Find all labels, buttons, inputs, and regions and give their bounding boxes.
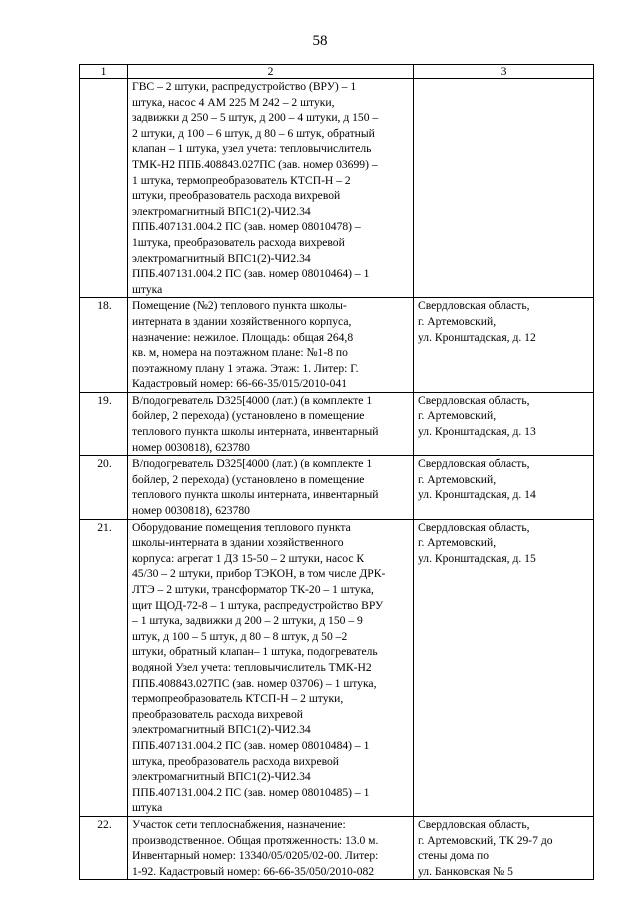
description-line: ГВС – 2 штуки, распредустройство (ВРУ) – 1	[132, 80, 357, 93]
row-number: 19.	[80, 392, 128, 455]
table-row	[80, 816, 594, 879]
description-line: штука	[132, 801, 163, 815]
property-address	[414, 298, 594, 393]
table-row	[80, 392, 594, 455]
address-line: ул. Кронштадская, д. 14	[418, 488, 536, 502]
description-line: ЛТЭ – 2 штуки, трансформатор ТК-20 – 1 штука,	[132, 583, 374, 596]
description-line: Инвентарный номер: 13340/05/0205/02-00. Литер:	[132, 849, 379, 863]
description-line: ППБ.407131.004.2 ПС (зав. номер 08010478) –	[132, 220, 361, 234]
description-line: Помещение (№2) теплового пункта школы-	[132, 299, 347, 313]
address-line: ул. Банковская № 5	[418, 864, 513, 878]
page-number: 58	[312, 33, 328, 49]
row-number: 20.	[80, 456, 128, 519]
description-line: В/подогреватель D325[4000 (лат.) (в комплекте 1	[132, 457, 373, 471]
address-line: ул. Кронштадская, д. 13	[418, 425, 536, 439]
description-line: В/подогреватель D325[4000 (лат.) (в комплекте 1	[132, 393, 373, 407]
property-description	[128, 816, 414, 879]
description-line: штука, преобразователь расхода вихревой	[132, 754, 339, 768]
table-row	[80, 298, 594, 393]
row-number: 18.	[80, 298, 128, 393]
row-number: 22.	[80, 816, 128, 879]
description-line: клапан – 1 штука, узел учета: тепловычислитель	[132, 142, 372, 156]
address-line: г. Артемовский,	[418, 409, 497, 423]
property-description	[128, 298, 414, 393]
address-line: ул. Кронштадская, д. 15	[418, 551, 536, 565]
description-line: поэтажному плану 1 этажа. Этаж: 1. Литер: Г.	[132, 361, 359, 375]
description-line: теплового пункта школы интерната, инвентарный	[132, 488, 379, 502]
description-line: ППБ.407131.004.2 ПС (зав. номер 08010464) – 1	[132, 267, 370, 281]
address-line: г. Артемовский, ТК 29-7 до	[418, 833, 553, 847]
description-line: бойлер, 2 перехода) (установлено в помещение	[132, 472, 365, 486]
description-line: интерната в здании хозяйственного корпуса,	[132, 314, 352, 328]
description-line: номер 0030818), 623780	[132, 440, 250, 454]
row-number: 21.	[80, 519, 128, 816]
address-line: г. Артемовский,	[418, 472, 497, 486]
property-address	[414, 816, 594, 879]
description-line: 1-92. Кадастровый номер: 66-66-35/050/2010-082	[132, 864, 375, 878]
address-line: Свердловская область,	[418, 817, 530, 831]
description-line: штуки, обратный клапан– 1 штука, подогреватель	[132, 645, 378, 659]
description-line: водяной Узел учета: тепловычислитель ТМК-Н2	[132, 660, 372, 674]
property-description	[128, 79, 414, 298]
description-line: штука, насос 4 АМ 225 М 242 – 2 штуки,	[132, 95, 335, 109]
property-address	[414, 392, 594, 455]
description-line: электромагнитный ВПС1(2)-ЧИ2.34	[132, 723, 311, 737]
description-line: Оборудование помещения теплового пункта	[132, 520, 351, 534]
description-line: термопреобразователь КТСП-Н – 2 штуки,	[132, 692, 344, 706]
description-line: корпуса: агрегат 1 ДЗ 15-50 – 2 штуки, насос К	[132, 551, 365, 565]
address-line: Свердловская область,	[418, 520, 530, 534]
description-line: кв. м, номера на поэтажном плане: №1-8 по	[132, 346, 348, 360]
description-line: электромагнитный ВПС1(2)-ЧИ2.34	[132, 204, 311, 218]
row-number	[80, 79, 128, 298]
column-header-2: 2	[128, 65, 414, 79]
description-line: преобразователь расхода вихревой	[132, 707, 303, 721]
description-line: производственное. Общая протяженность: 13.0 м.	[132, 833, 379, 847]
address-line: стены дома по	[418, 849, 490, 863]
description-line: Кадастровый номер: 66-66-35/015/2010-041	[132, 377, 348, 391]
property-address	[414, 79, 594, 298]
description-line: школы-интерната в здании хозяйственного	[132, 536, 344, 550]
description-line: теплового пункта школы интерната, инвентарный	[132, 425, 379, 439]
description-line: Участок сети теплоснабжения, назначение:	[132, 817, 346, 831]
description-line: 2 штуки, д 100 – 6 штук, д 80 – 6 штук, обратный	[132, 126, 375, 140]
description-line: номер 0030818), 623780	[132, 504, 250, 518]
description-line: 1штука, преобразователь расхода вихревой	[132, 235, 345, 249]
address-line: ул. Кронштадская, д. 12	[418, 330, 536, 344]
property-description	[128, 519, 414, 816]
table-header-row	[80, 65, 594, 79]
address-line: г. Артемовский,	[418, 314, 497, 328]
address-line: Свердловская область,	[418, 299, 530, 313]
address-line: Свердловская область,	[418, 457, 530, 471]
property-address	[414, 519, 594, 816]
description-line: ППБ.407131.004.2 ПС (зав. номер 08010484) – 1	[132, 738, 370, 752]
description-line: штуки, преобразователь расхода вихревой	[132, 189, 341, 203]
address-line: г. Артемовский,	[418, 536, 497, 550]
description-line: штука	[132, 282, 163, 296]
description-line: штук, д 100 – 5 штук, д 80 – 8 штук, д 50 –2	[132, 629, 348, 643]
description-line: 45/30 – 2 штуки, прибор ТЭКОН, в том числе ДРК-	[132, 567, 386, 581]
column-header-1: 1	[80, 65, 128, 79]
property-description	[128, 456, 414, 519]
property-description	[128, 392, 414, 455]
description-line: электромагнитный ВПС1(2)-ЧИ2.34	[132, 251, 311, 265]
description-line: – 1 штука, задвижки д 200 – 2 штуки, д 150 – 9	[132, 614, 363, 628]
description-line: ППБ.408843.027ПС (зав. номер 03706) – 1 штука,	[132, 676, 377, 690]
table-row	[80, 79, 594, 298]
table-row	[80, 456, 594, 519]
description-line: задвижки д 250 – 5 штук, д 200 – 4 штуки, д 150 –	[132, 111, 379, 125]
column-header-3: 3	[414, 65, 594, 79]
table-row	[80, 519, 594, 816]
description-line: ТМК-Н2 ППБ.408843.027ПС (зав. номер 03699) –	[132, 157, 378, 171]
description-line: ППБ.407131.004.2 ПС (зав. номер 08010485) – 1	[132, 785, 370, 799]
property-address	[414, 456, 594, 519]
description-line: бойлер, 2 перехода) (установлено в помещение	[132, 409, 365, 423]
address-line: Свердловская область,	[418, 393, 530, 407]
description-line: назначение: нежилое. Площадь: общая 264,8	[132, 330, 354, 344]
description-line: щит ЩОД-72-8 – 1 штука, распредустройство ВРУ	[132, 598, 384, 612]
description-line: 1 штука, термопреобразователь КТСП-Н – 2	[132, 173, 351, 187]
property-table	[79, 64, 594, 880]
description-line: электромагнитный ВПС1(2)-ЧИ2.34	[132, 770, 311, 784]
